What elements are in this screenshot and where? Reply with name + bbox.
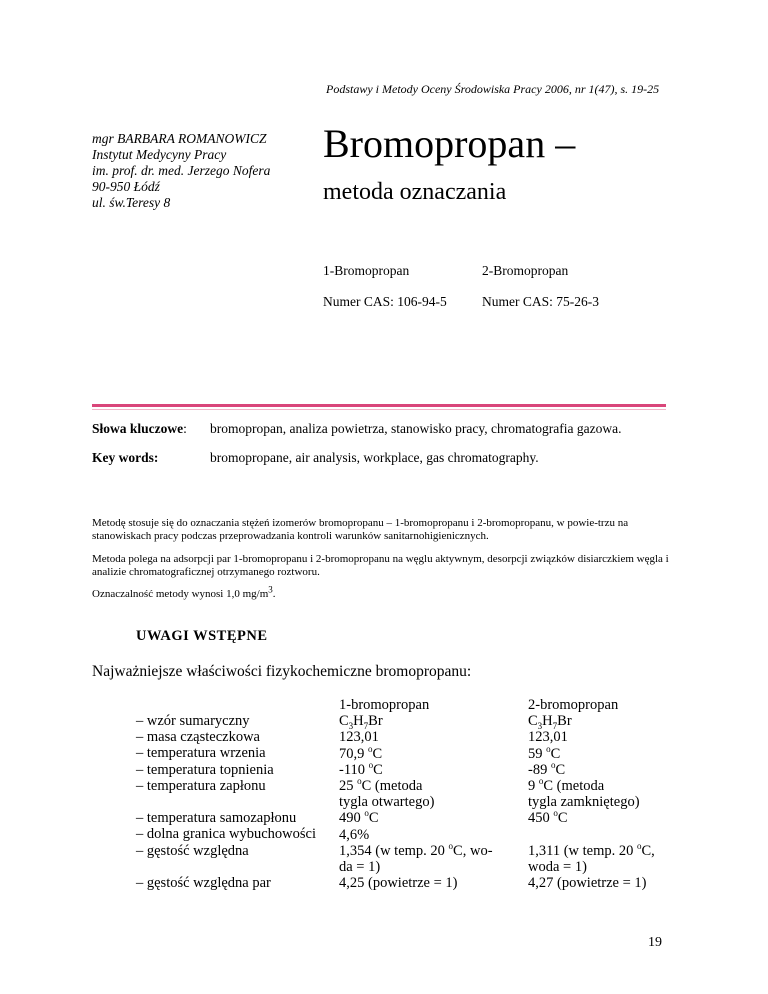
col1-melting: -110 $^o$C <box>339 759 383 778</box>
keywords-en-text: bromopropane, air analysis, workplace, gas chromatography. <box>210 450 539 465</box>
compound-2-cas: Numer CAS: 75-26-3 <box>482 294 599 309</box>
label-vapor-density: – gęstość względna par <box>136 875 271 892</box>
abstract-paragraph-2: Metoda polega na adsorpcji par 1-bromopropanu i 2-bromopropanu na węglu aktywnym, desorpcji związków disiarczkiem węgla i analizie chromatograficznej otrzymanego roztworu. <box>92 553 669 578</box>
compound-1-cas: Numer CAS: 106-94-5 <box>323 294 447 309</box>
intro-sentence: Najważniejsze właściwości fizykochemiczne bromopropanu: <box>92 663 472 680</box>
col2-flash: 9 $^o$C (metoda <box>528 776 605 795</box>
property-labels <box>136 713 316 891</box>
col1-flash: 25 $^o$C (metoda <box>339 776 423 795</box>
label-mass: – masa cząsteczkowa <box>136 729 260 746</box>
author-postal-code: 90-950 Łódź <box>92 179 160 194</box>
properties-col-2 <box>528 697 655 891</box>
col1-vapor-density: 4,25 (powietrze = 1) <box>339 875 458 892</box>
label-autoignition: – temperatura samozapłonu <box>136 810 297 827</box>
author-street: ul. św.Teresy 8 <box>92 195 171 210</box>
author-name: mgr BARBARA ROMANOWICZ <box>92 131 267 146</box>
label-formula: – wzór sumaryczny <box>136 713 250 729</box>
author-block <box>92 131 270 211</box>
properties-col-1 <box>339 697 493 891</box>
col2-header: 2-bromopropan <box>528 697 619 713</box>
col1-flash-method: tygla otwartego) <box>339 794 435 811</box>
col1-header: 1-bromopropan <box>339 697 430 713</box>
col2-density: 1,311 (w temp. 20 $^o$C, <box>528 841 655 859</box>
col1-boiling: 70,9 $^o$C <box>339 743 383 762</box>
col1-mass: 123,01 <box>339 729 379 746</box>
page-title: Bromopropan – <box>323 121 576 166</box>
label-flash: – temperatura zapłonu <box>136 777 266 794</box>
compound-2-name: 2-Bromopropan <box>482 263 569 278</box>
journal-reference: Podstawy i Metody Oceny Środowiska Pracy 2006, nr 1(47), s. 19-25 <box>326 82 660 96</box>
divider-rule <box>92 404 666 407</box>
col2-mass: 123,01 <box>528 729 568 746</box>
label-melting: – temperatura topnienia <box>136 761 274 778</box>
label-density: – gęstość względna <box>136 842 249 859</box>
col1-density: 1,354 (w temp. 20 $^o$C, wo- <box>339 841 493 859</box>
col2-boiling: 59 $^o$C <box>528 743 561 762</box>
col2-flash-method: tygla zamkniętego) <box>528 794 640 811</box>
section-heading: UWAGI WSTĘPNE <box>136 628 268 644</box>
col2-melting: -89 $^o$C <box>528 759 566 778</box>
col2-density-cont: woda = 1) <box>528 859 587 876</box>
abstract-paragraph-3: Oznaczalność metody wynosi 1,0 $mg/m^3$. <box>92 584 276 600</box>
label-boiling: – temperatura wrzenia <box>136 745 266 762</box>
label-lel: – dolna granica wybuchowości <box>136 826 316 843</box>
col1-autoignition: 490 $^o$C <box>339 808 379 827</box>
page-subtitle: metoda oznaczania <box>323 179 507 205</box>
keywords-pl-text: bromopropan, analiza powietrza, stanowisko pracy, chromatografia gazowa. <box>210 421 622 436</box>
page-number: 19 <box>648 935 662 950</box>
author-institute-patron: im. prof. dr. med. Jerzego Nofera <box>92 163 271 178</box>
col2-formula: $C_3H_7Br$ <box>528 713 572 732</box>
col1-lel: 4,6% <box>339 826 370 843</box>
compound-1-name: 1-Bromopropan <box>323 263 410 278</box>
col1-density-cont: da = 1) <box>339 859 381 876</box>
author-institute: Instytut Medycyny Pracy <box>92 147 227 162</box>
col2-autoignition: 450 $^o$C <box>528 808 568 827</box>
keywords-en-label: Key words: <box>92 450 159 465</box>
col1-formula: $C_3H_7Br$ <box>339 713 383 732</box>
divider-rule-shadow <box>92 409 666 410</box>
col2-vapor-density: 4,27 (powietrze = 1) <box>528 875 647 892</box>
abstract-paragraph-1: Metodę stosuje się do oznaczania stężeń izomerów bromopropanu – 1-bromopropanu i 2-bromopropanu, w powie-trzu na stanowiskach pracy podczas przeprowadzania kontroli warunków sanitarnohigienicznych. <box>92 517 629 542</box>
keywords-pl-label: Słowa kluczowe: <box>92 421 187 436</box>
